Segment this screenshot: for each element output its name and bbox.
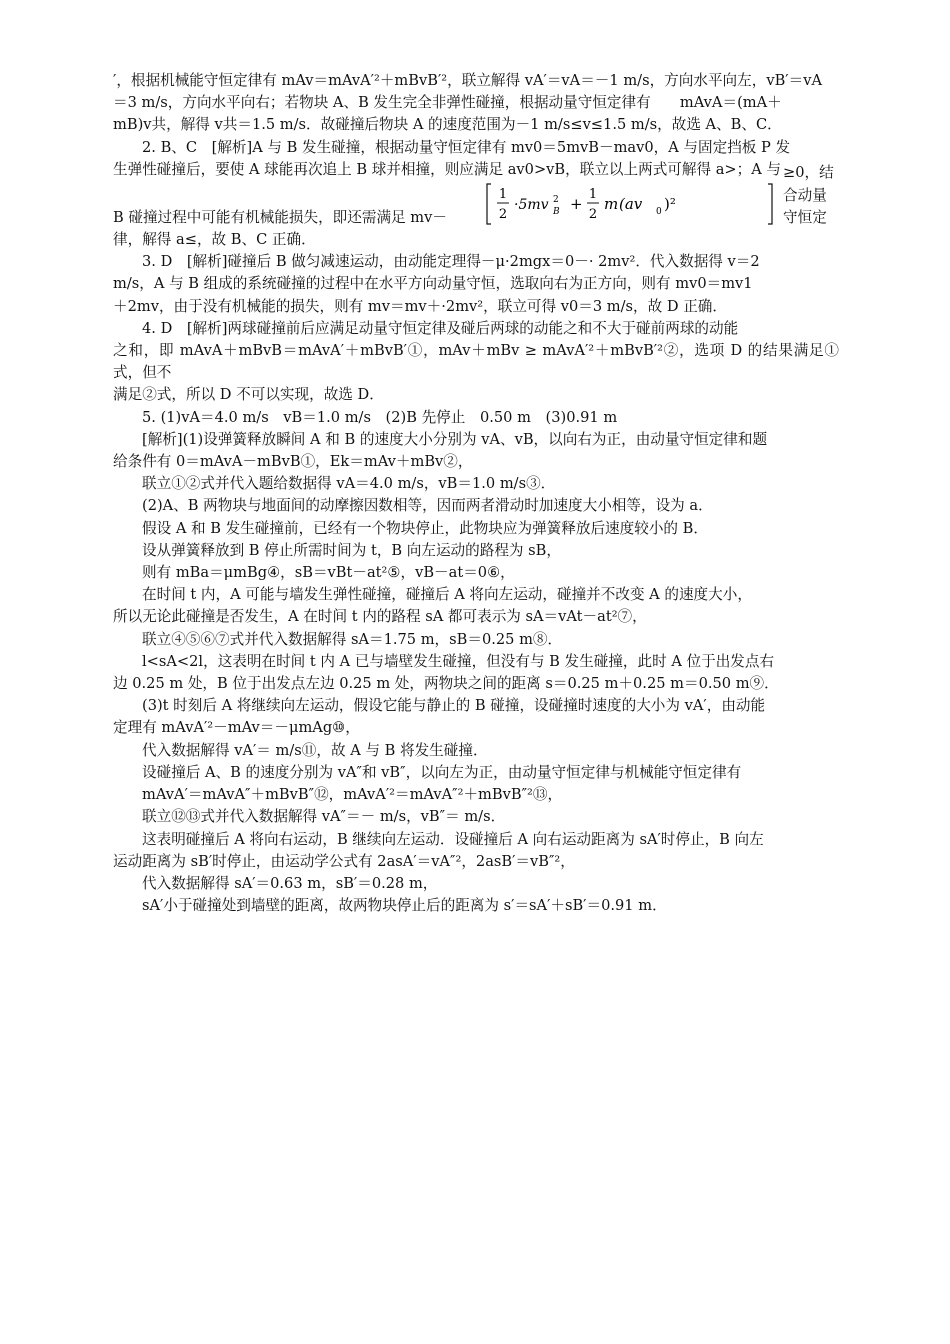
formula-term: (av	[619, 195, 643, 214]
text-line: 定理有 mAvA′²－mAv＝－μmAg⑩，	[113, 719, 360, 737]
text-line: 则有 mBa＝μmBg④，sB＝vBt－at²⑤，vB－at＝0⑥，	[142, 564, 515, 582]
formula-subscript: B	[553, 207, 560, 218]
text-line: l<sA<2l，这表明在时间 t 内 A 已与墙壁发生碰撞，但没有与 B 发生碰撞，此时 A 位于出发点右	[142, 652, 775, 670]
text-line: ＝3 m/s，方向水平向右；若物块 A、B 发生完全非弹性碰撞，根据动量守恒定律有 mAvA＝(mA＋	[113, 94, 782, 112]
text-line: 3. D [解析]碰撞后 B 做匀减速运动，由动能定理得－μ·2mgx＝0－· 2mv²．代入数据得 v＝2	[142, 253, 760, 271]
text-line: 满足②式，所以 D 不可以实现，故选 D．	[113, 386, 384, 404]
text-line: mB)v共，解得 v共＝1.5 m/s．故碰撞后物块 A 的速度范围为－1 m/s≤v≤1.5 m/s，故选 A、B、C．	[113, 116, 782, 134]
text-line: 生弹性碰撞后，要使 A 球能再次追上 B 球并相撞，则应满足 av0>vB，联立以上两式可解得 a>；A 与	[113, 160, 782, 178]
text-line: 设碰撞后 A、B 的速度分别为 vA″和 vB″，以向左为正，由动量守恒定律与机械能守恒定律有	[142, 763, 742, 781]
formula-term: )²	[664, 195, 676, 214]
text-line: 联立④⑤⑥⑦式并代入数据解得 sA＝1.75 m，sB＝0.25 m⑧．	[142, 630, 563, 648]
text-line: 4. D [解析]两球碰撞前后应满足动量守恒定律及碰后两球的动能之和不大于碰前两球的动能	[142, 319, 739, 337]
text-line: B 碰撞过程中可能有机械能损失，即还需满足 mv－	[113, 208, 447, 226]
text-line: mAvA′＝mAvA″＋mBvB″⑫，mAvA′²＝mAvA″²＋mBvB″²⑬，	[142, 786, 563, 804]
text-line: 这表明碰撞后 A 将向右运动，B 继续向左运动．设碰撞后 A 向右运动距离为 sA′时停止，B 向左	[142, 830, 764, 848]
text-line: 律，解得 a≤，故 B、C 正确．	[113, 231, 316, 249]
text-line: m/s，A 与 B 组成的系统碰撞的过程中在水平方向动量守恒，选取向右为正方向，则有 mv0＝mv1	[113, 275, 753, 293]
formula-subscript: 0	[656, 207, 662, 218]
text-line: 假设 A 和 B 发生碰撞前，已经有一个物块停止，此物块应为弹簧释放后速度较小的 B．	[142, 519, 708, 537]
text-line: ＋2mv，由于没有机械能的损失，则有 mv＝mv＋·2mv²，联立可得 v0＝3 m/s，故 D 正确．	[113, 297, 727, 315]
text-line: ′，根据机械能守恒定律有 mAv＝mAvA′²＋mBvB′²，联立解得 vA′＝vA＝－1 m/s，方向水平向左，vB′＝vA	[113, 72, 822, 89]
text-line: 联立①②式并代入题给数据得 vA＝4.0 m/s，vB＝1.0 m/s③．	[142, 475, 556, 493]
text-line: 在时间 t 内，A 可能与墙发生弹性碰撞，碰撞后 A 将向左运动，碰撞并不改变 A 的速度大小，	[142, 586, 752, 604]
text-line: 代入数据解得 vA′＝ m/s⑪，故 A 与 B 将发生碰撞．	[142, 741, 488, 759]
fraction-denominator: 2	[498, 207, 508, 223]
document-page	[113, 70, 839, 917]
formula-term: m	[604, 195, 619, 214]
text-line: 5. (1)vA＝4.0 m/s vB＝1.0 m/s (2)B 先停止 0.50 m (3)0.91 m	[142, 408, 618, 426]
text-line: 所以无论此碰撞是否发生，A 在时间 t 内的路程 sA 都可表示为 sA＝vAt－at²⑦，	[113, 608, 647, 626]
formula-term: ·5mv	[514, 197, 549, 214]
fraction-numerator: 1	[588, 187, 598, 203]
formula-plus: +	[570, 195, 583, 214]
text-line: 设从弹簧释放到 B 停止所需时间为 t，B 向左运动的路程为 sB，	[142, 541, 561, 559]
text-line: (3)t 时刻后 A 将继续向左运动，假设它能与静止的 B 碰撞，设碰撞时速度的大小为 vA′，由动能	[142, 697, 766, 715]
text-line: 联立⑫⑬式并代入数据解得 vA″＝－ m/s，vB″＝ m/s．	[142, 808, 506, 826]
text-line: 给条件有 0＝mAvA－mBvB①，Ek＝mAv＋mBv②，	[113, 453, 473, 471]
text-line: ≥0，结合动量守恒定	[783, 164, 834, 226]
text-line: 之和，即 mAvA＋mBvB＝mAvA′＋mBvB′①，mAv＋mBv ≥ mAvA′²＋mBvB′²②，选项 D 的结果满足①式，但不	[113, 342, 839, 382]
text-line: [解析](1)设弹簧释放瞬间 A 和 B 的速度大小分别为 vA、vB，以向右为正，由动量守恒定律和题	[142, 430, 768, 448]
text-line: (2)A、B 两物块与地面间的动摩擦因数相等，因而两者滑动时加速度大小相等，设为 a．	[142, 497, 713, 515]
fraction-denominator: 2	[588, 207, 598, 223]
text-line: 边 0.25 m 处，B 位于出发点左边 0.25 m 处，两物块之间的距离 s＝0.25 m＋0.25 m＝0.50 m⑨．	[113, 675, 779, 693]
energy-formula-image	[483, 181, 778, 227]
text-line: 2. B、C [解析]A 与 B 发生碰撞，根据动量守恒定律有 mv0＝5mvB－mav0，A 与固定挡板 P 发	[142, 138, 791, 156]
text-line: 代入数据解得 sA′＝0.63 m，sB′＝0.28 m，	[142, 874, 438, 892]
text-line: sA′小于碰撞处到墙壁的距离，故两物块停止后的距离为 s′＝sA′＋sB′＝0.91 m．	[142, 897, 667, 915]
fraction-numerator: 1	[498, 187, 508, 203]
formula-superscript: 2	[553, 195, 559, 206]
text-line: 运动距离为 sB′时停止，由运动学公式有 2asA′＝vA″²，2asB′＝vB″²，	[113, 852, 575, 870]
